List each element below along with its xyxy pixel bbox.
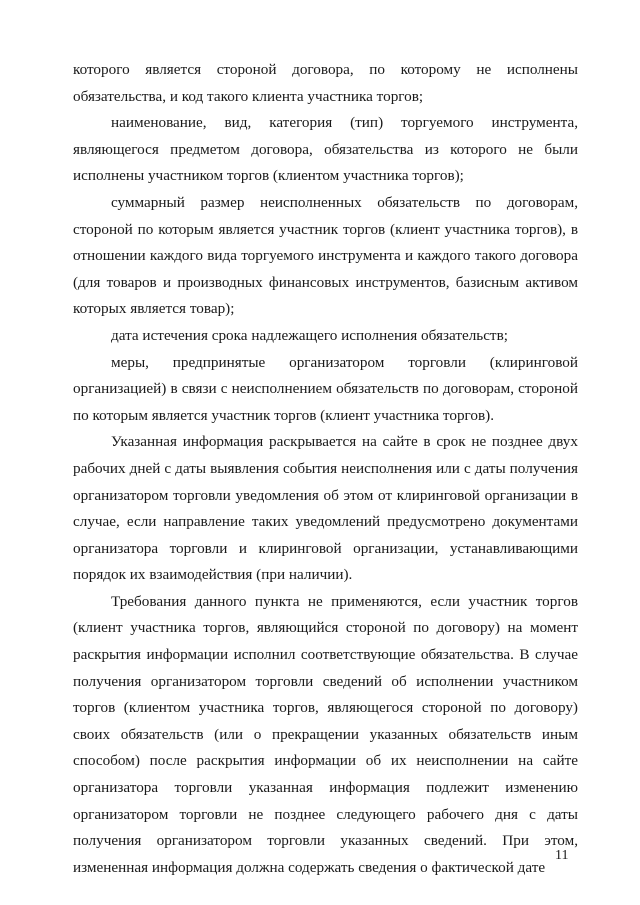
paragraph-instrument-name: наименование, вид, категория (тип) торгуемого инструмента, являющегося предметом договора, обязательства из которого не были исполнены участником торгов (клиентом участника торгов); xyxy=(73,114,578,185)
body-text xyxy=(73,57,578,881)
page-number: 11 xyxy=(555,848,569,863)
paragraph-disclosure-deadline: Указанная информация раскрывается на сайте в срок не позднее двух рабочих дней с даты выявления события неисполнения или с даты получения организатором торговли уведомления об этом от клиринговой организации в случае, если направление таких уведомлений предусмотрено документами организатора торговли и клиринговой организации, устанавливающими порядок их взаимодействия (при наличии). xyxy=(73,433,578,584)
paragraph-client-code: которого является стороной договора, по которому не исполнены обязательства, и код такого клиента участника торгов; xyxy=(73,61,578,105)
paragraph-measures-taken: меры, предпринятые организатором торговли (клиринговой организацией) в связи с неисполнением обязательств по договорам, стороной по которым является участник торгов (клиент участника торгов). xyxy=(73,353,578,424)
paragraph-expiry-date: дата истечения срока надлежащего исполнения обязательств; xyxy=(111,326,508,344)
paragraph-total-obligations: суммарный размер неисполненных обязательств по договорам, стороной по которым является участник торгов (клиент участника торгов), в отношении каждого вида торгуемого инструмента и каждого такого договора (для товаров и производных финансовых инструментов, базисным активом которых является товар); xyxy=(73,193,578,318)
paragraph-exemption-requirements: Требования данного пункта не применяются, если участник торгов (клиент участника торгов, являющийся стороной по договору) на момент раскрытия информации исполнил соответствующие обязательства. В случае получения организатором торговли сведений об исполнении участником торгов (клиентом участника торгов, являющегося стороной по договору) своих обязательств (или о прекращении указанных обязательств иным способом) после раскрытия информации об их неисполнении на сайте организатора торговли указанная информация подлежит изменению организатором торговли не позднее следующего рабочего дня с даты получения организатором торговли указанных сведений. При этом, измененная информация должна содержать сведения о фактической дате xyxy=(73,592,578,876)
